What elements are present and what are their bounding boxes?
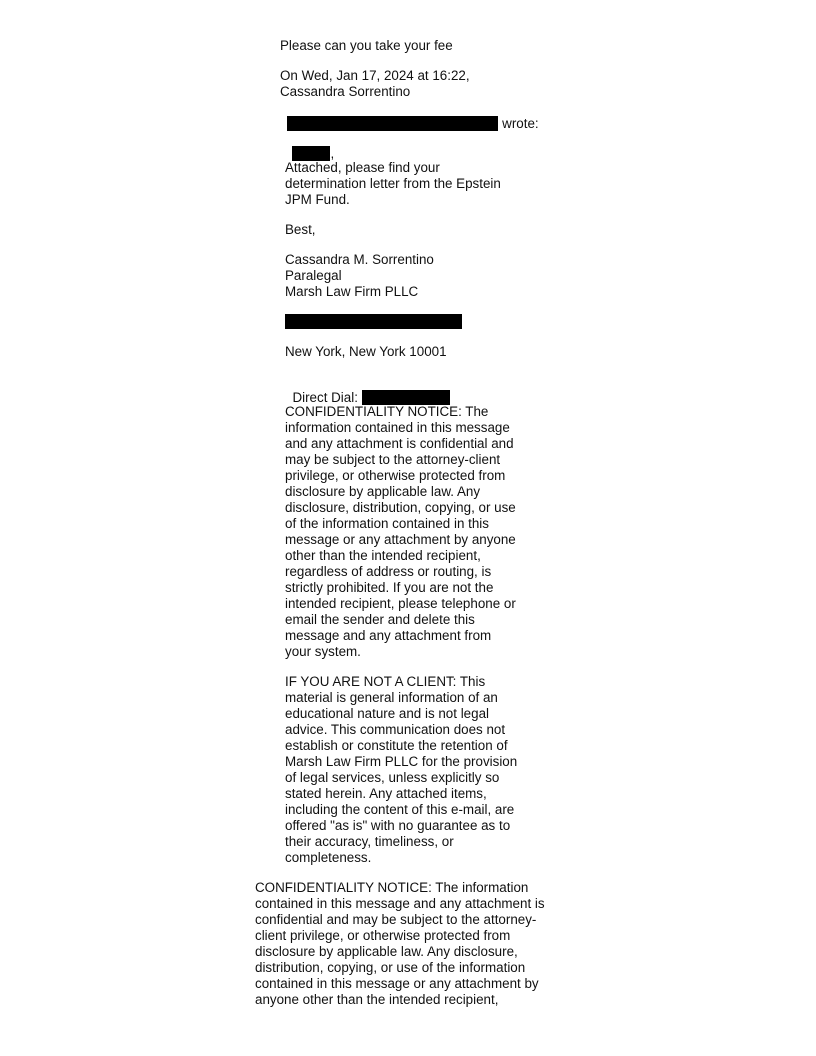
redacted-address	[285, 314, 462, 329]
redacted-name	[292, 146, 330, 161]
signature-name: Cassandra M. Sorrentino	[285, 252, 434, 267]
signature-direct-dial	[285, 374, 450, 406]
quoted-greeting	[285, 130, 334, 162]
wrote-label: wrote:	[498, 116, 539, 131]
quote-header-email-line	[280, 100, 539, 132]
greeting-comma: ,	[330, 146, 335, 161]
quote-header-sender: Cassandra Sorrentino	[280, 84, 411, 99]
signature-city: New York, New York 10001	[285, 344, 447, 359]
quoted-body: Attached, please find your determination letter from the Epstein JPM Fund.	[285, 160, 501, 207]
signature-address-line	[285, 314, 462, 330]
direct-dial-label: Direct Dial:	[292, 390, 362, 405]
quoted-confidentiality-notice: CONFIDENTIALITY NOTICE: The information contained in this message and any attachment is confidential and may be subject to the attorney-client privilege, or otherwise protected from disclosure by applicable law. Any disclosure, distribution, copying, or use of the information contained in this message or any attachment by anyone other than the intended recipient, regardless of address or routing, is strictly prohibited. If you are not the intended recipient, please telephone or email the sender and delete this message and any attachment from your system.	[285, 404, 516, 659]
outer-confidentiality-notice: CONFIDENTIALITY NOTICE: The information contained in this message and any attachment is confidential and may be subject to the attorney- client privilege, or otherwise protected from disclosure by applicable law. Any disclosure, distribution, copying, or use of the information contained in this message or any attachment by anyone other than the intended recipient,	[255, 880, 545, 1007]
redacted-email	[287, 116, 498, 131]
quote-header-line1: On Wed, Jan 17, 2024 at 16:22,	[280, 68, 470, 83]
reply-text: Please can you take your fee	[280, 38, 453, 53]
quoted-not-a-client-notice: IF YOU ARE NOT A CLIENT: This material is general information of an educational nature and is not legal advice. This communication does not establish or constitute the retention of Marsh Law Firm PLLC for the provision of legal services, unless explicitly so stated herein. Any attached items, including the content of this e-mail, are offered "as is" with no guarantee as to their accuracy, timeliness, or completeness.	[285, 674, 518, 865]
signature-title: Paralegal	[285, 268, 342, 283]
signature-firm: Marsh Law Firm PLLC	[285, 284, 419, 299]
redacted-phone	[362, 390, 450, 405]
quoted-closing: Best,	[285, 222, 316, 237]
